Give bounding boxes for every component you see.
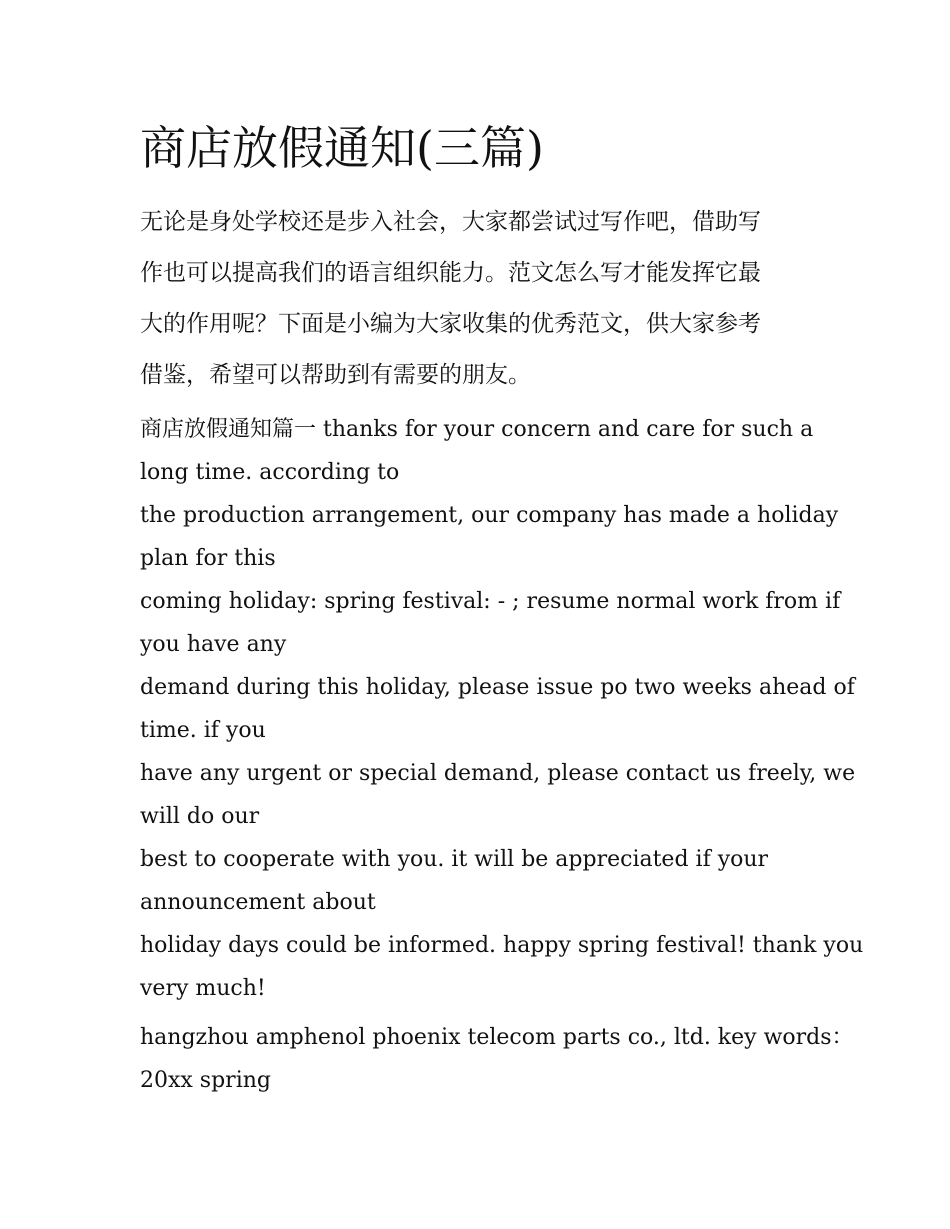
notice-body [140,408,864,1102]
body-line: you have any [140,632,287,657]
body-line: demand during this holiday, please issue po two weeks ahead of [140,675,855,700]
body-line: 20xx spring [140,1068,271,1093]
body-line: long time. according to [140,460,400,485]
intro-line: 借鉴，希望可以帮助到有需要的朋友。 [140,362,531,388]
body-line: hangzhou amphenol phoenix telecom parts co., ltd. key words： [140,1025,854,1050]
body-line: the production arrangement, our company has made a holiday [140,503,839,528]
body-line: announcement about [140,890,376,915]
body-line: will do our [140,804,260,829]
intro-line: 作也可以提高我们的语言组织能力。范文怎么写才能发挥它最 [140,260,761,286]
body-line: very much! [140,976,266,1001]
intro-line: 无论是身处学校还是步入社会，大家都尝试过写作吧，借助写 [140,209,761,235]
body-line: best to cooperate with you. it will be appreciated if your [140,847,769,872]
body-line: plan for this [140,546,276,571]
body-line: 商店放假通知篇一 thanks for your concern and care for such a [140,417,814,442]
intro-line: 大的作用呢？下面是小编为大家收集的优秀范文，供大家参考 [140,311,761,337]
body-line: time. if you [140,718,266,743]
document-page [140,112,864,1102]
body-line: coming holiday: spring festival: - ; resume normal work from if [140,589,841,614]
body-line: holiday days could be informed. happy spring festival! thank you [140,933,864,958]
document-title: 商店放假通知(三篇) [140,121,544,175]
intro-paragraph [140,197,820,401]
body-line: have any urgent or special demand, please contact us freely, we [140,761,856,786]
